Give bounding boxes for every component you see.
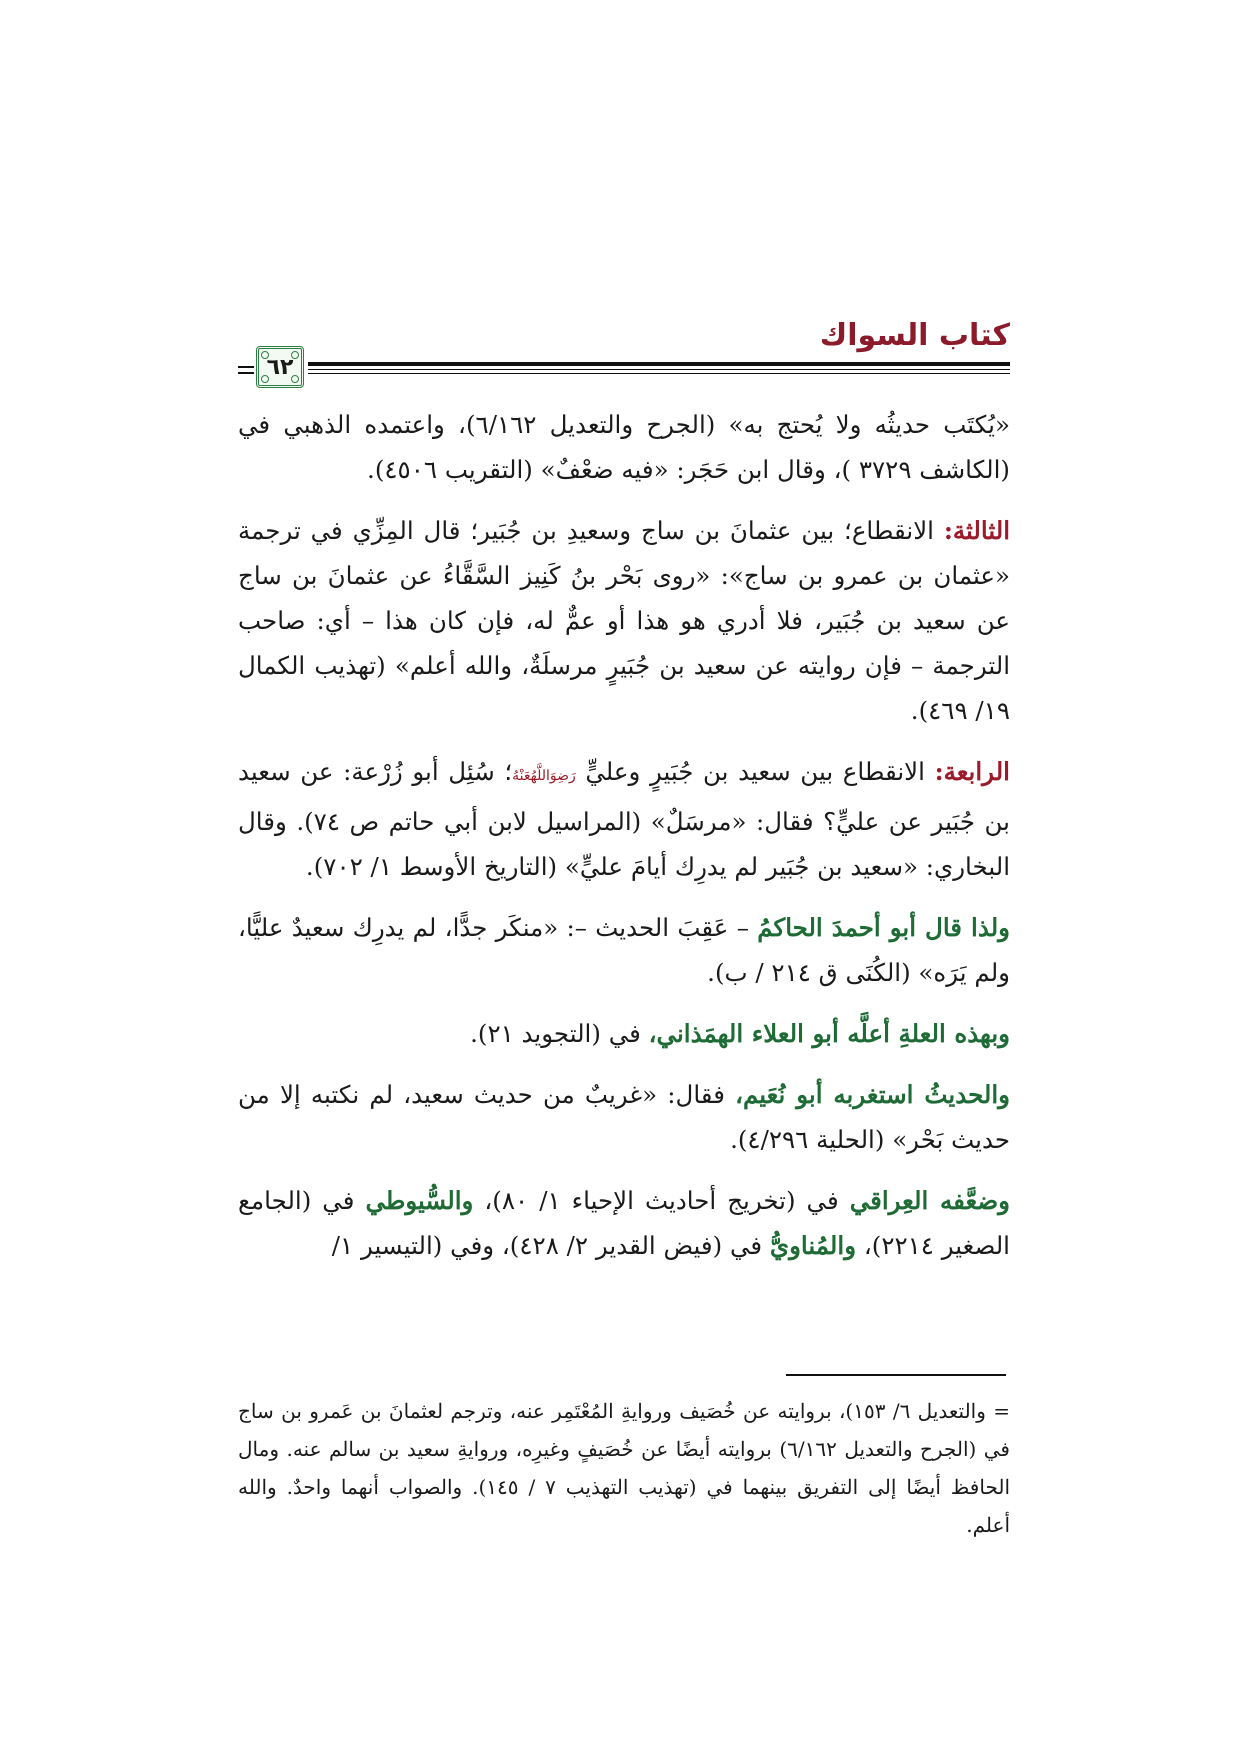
book-title: كتاب السواك [819, 318, 1010, 353]
scholar-name: والحديثُ استغربه أبو نُعَيم، [735, 1080, 1011, 1109]
paragraph-text: – عَقِبَ الحديث –: «منكَر جدًّا، لم يدرِك سعيدٌ عليًّا، ولم يَرَه» (الكُنَى ق ٢١٤ / ب). [238, 913, 1010, 987]
section-lead: الرابعة: [934, 757, 1010, 786]
paragraph-text: الانقطاع بين سعيد بن جُبَيرٍ وعليٍّ [575, 757, 935, 786]
paragraph-fourth-issue [238, 749, 1010, 889]
ornament-icon [261, 351, 269, 359]
paragraph-text: في (التجويد ٢١). [470, 1019, 649, 1048]
ornament-icon [291, 375, 299, 383]
honorific-glyph: رَضِوَاللَّهُعَنْهُ [512, 768, 576, 784]
footnote [238, 1392, 1010, 1544]
page-number-badge [256, 346, 304, 388]
header-rule-thin-2 [308, 373, 1010, 374]
paragraph-1 [238, 402, 1010, 492]
header-rule-thick [308, 362, 1010, 366]
page-header [238, 310, 1010, 392]
scholar-name: وبهذه العلةِ أعلَّه أبو العلاء الهمَذاني، [648, 1019, 1010, 1048]
header-rule-thin [308, 369, 1010, 370]
scholar-name: وضعَّفه العِراقي [849, 1186, 1010, 1215]
scholar-name: والمُناويُّ [769, 1231, 857, 1260]
paragraph-text: «يُكتَب حديثُه ولا يُحتج به» (الجرح والتعديل ٦/١٦٢)، واعتمده الذهبي في (الكاشف ٣٧٢٩ )، وقال ابن حَجَر: «فيه ضعْفٌ» (التقريب ٤٥٠٦). [238, 410, 1010, 484]
paragraph-hamadhani [238, 1011, 1010, 1056]
page-number: ٦٢ [266, 354, 294, 380]
paragraph-text: في (الجامع الصغير ٢٢١٤)، [238, 1186, 1010, 1260]
ornament-icon [291, 351, 299, 359]
header-rule-left-2 [238, 372, 254, 374]
section-lead: الثالثة: [943, 516, 1010, 545]
paragraph-text: ؛ سُئِل أبو زُرْعة: عن سعيد بن جُبَير عن عليٍّ؟ فقال: «مرسَلٌ» (المراسيل لابن أبي حاتم ص ٧٤). وقال البخاري: «سعيد بن جُبَير لم يدرِك أيامَ عليٍّ» (التاريخ الأوسط ١/ ٧٠٢). [238, 757, 1010, 881]
paragraph-text: الانقطاع؛ بين عثمانَ بن ساج وسعيدِ بن جُبَير؛ قال المِزِّي في ترجمة «عثمان بن عمرو بن ساج»: «روى بَحْر بنُ كَنِيز السَّقَّاءُ عن عثمانَ بن ساج عن سعيد بن جُبَير، فلا أدري هو هذا أو عمٌّ له، فإن كان هذا – أي: صاحب الترجمة – فإن روايته عن سعيد بن جُبَيرٍ مرسلَةٌ، والله أعلم» (تهذيب الكمال ١٩/ ٤٦٩). [238, 516, 1010, 725]
paragraph-third-issue [238, 508, 1010, 733]
footnote-separator [786, 1374, 1006, 1376]
paragraph-text: فقال: «غريبٌ من حديث سعيد، لم نكتبه إلا من حديث بَحْر» (الحلية ٤/٢٩٦). [238, 1080, 1010, 1154]
main-text [238, 402, 1010, 1284]
paragraph-hakim [238, 905, 1010, 995]
scholar-name: والسُّيوطي [365, 1186, 474, 1215]
paragraph-weakened [238, 1178, 1010, 1268]
header-rule-left [238, 366, 254, 368]
ornament-icon [261, 375, 269, 383]
paragraph-text: في (تخريج أحاديث الإحياء ١/ ٨٠)، [473, 1186, 850, 1215]
scholar-name: ولذا قال أبو أحمدَ الحاكمُ [757, 913, 1010, 942]
paragraph-text: في (فيض القدير ٢/ ٤٢٨)، وفي (التيسير ١/ [331, 1231, 770, 1260]
footnote-text: = والتعديل ٦/ ١٥٣)، بروايته عن خُصَيف وروايةِ المُعْتَمِر عنه، وترجم لعثمانَ بن عَمرو بن ساج في (الجرح والتعديل ٦/١٦٢) بروايته أيضًا عن خُصَيفٍ وغيرِه، وروايةِ سعيد بن سالم عنه. ومال الحافظ أيضًا إلى التفريق بينهما في (تهذيب التهذيب ٧ / ١٤٥). والصواب أنهما واحدٌ. والله أعلم. [238, 1399, 1011, 1537]
paragraph-abu-nuaym [238, 1072, 1010, 1162]
